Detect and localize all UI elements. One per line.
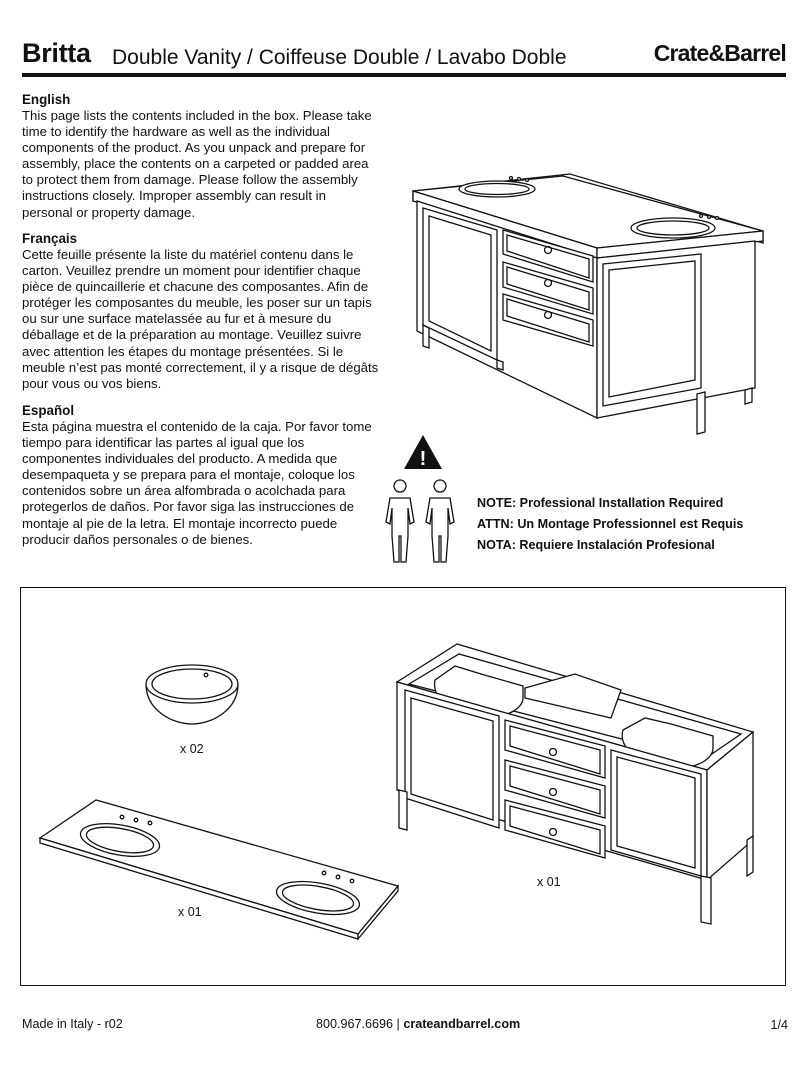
section-espanol — [22, 402, 380, 548]
header-rule — [22, 73, 786, 77]
sink-quantity: x 02 — [180, 742, 204, 756]
section-body: Esta página muestra el contenido de la caja. Por favor tome tiempo para identificar las partes al igual que los componentes individuales del producto. A medida que desempaqueta y se prepara para el montaje, coloque los contenidos sobre un área alfombrada o acolchada para protegerlos de daños. Por favor siga las instrucciones de montaje al pie de la letra. El montaje incorrecto puede producir daños personales o de bienes. — [22, 419, 372, 547]
note-spanish: NOTA: Requiere Instalación Profesional — [477, 538, 715, 552]
section-francais — [22, 230, 380, 392]
cabinet-quantity: x 01 — [537, 875, 561, 889]
contact-line — [316, 1017, 520, 1031]
page-number: 1/4 — [770, 1018, 788, 1032]
product-name: Britta — [22, 38, 91, 68]
two-person-icon — [382, 478, 464, 566]
vanity-assembled-illustration — [405, 168, 775, 438]
website-link[interactable]: crateandbarrel.com — [403, 1017, 521, 1031]
section-heading: English — [22, 92, 71, 107]
section-heading: Français — [22, 231, 78, 246]
cabinet-illustration — [395, 640, 757, 928]
section-english — [22, 91, 380, 221]
phone-number: 800.967.6696 | — [316, 1017, 404, 1031]
countertop-quantity: x 01 — [178, 905, 202, 919]
brand-logo: Crate&Barrel — [653, 40, 786, 66]
note-english: NOTE: Professional Installation Required — [477, 496, 724, 510]
note-french: ATTN: Un Montage Professionnel est Requis — [477, 517, 744, 531]
warning-triangle-icon — [403, 434, 443, 470]
warning-glyph: ! — [419, 448, 427, 470]
section-body: Cette feuille présente la liste du matériel contenu dans le carton. Veuillez prendre un moment pour identifier chaque pièce de quincaillerie et chacune des composantes. Afin de protéger les composantes du meuble, les poser sur un tapis ou sur une surface matelassée au fur et à mesure du déballage et de la préparation au montage. Veuillez suivre avec attention les étapes du montage présentées. Si le meuble n’est pas monté correctement, il y a risque de dégâts pour vous ou vos biens. — [22, 247, 379, 391]
countertop-illustration — [38, 798, 400, 940]
sink-basin-illustration — [142, 662, 242, 726]
made-in-label: Made in Italy - r02 — [22, 1017, 123, 1031]
section-body: This page lists the contents included in the box. Please take time to identify the hardware as well as the individual components of the product. As you unpack and prepare for assembly, place the contents on a carpeted or padded area to protect them from damage. Please follow the assembly instructions closely. Improper assembly can result in personal or property damage. — [22, 108, 372, 220]
page-subtitle: Double Vanity / Coiffeuse Double / Lavabo Doble — [112, 46, 567, 69]
section-heading: Español — [22, 403, 75, 418]
